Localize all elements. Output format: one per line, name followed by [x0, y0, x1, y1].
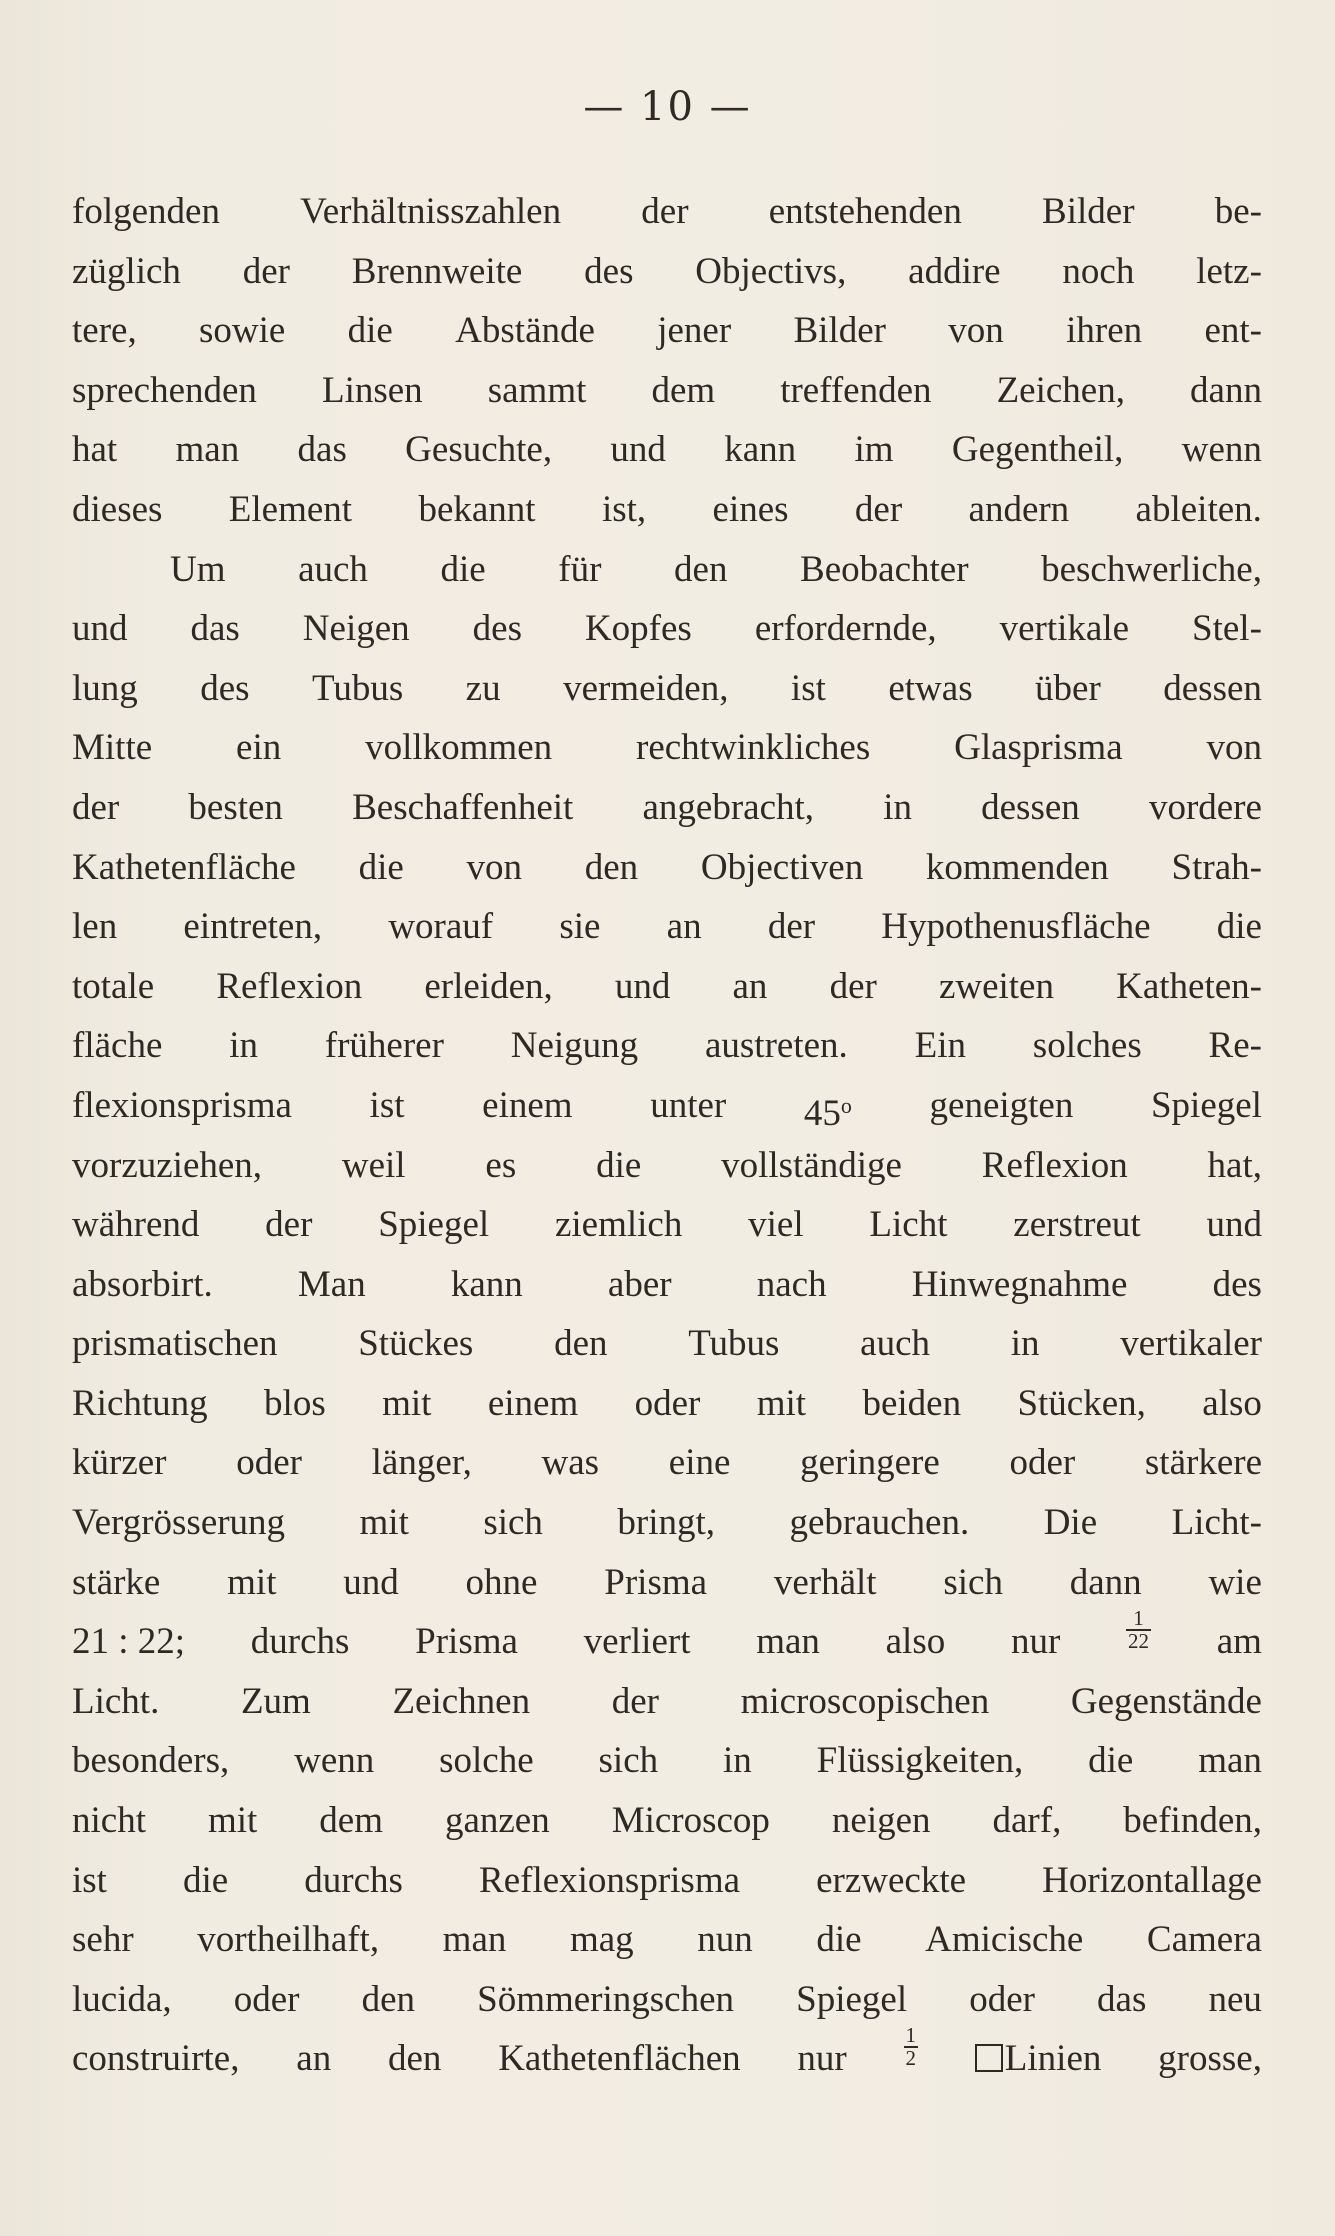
word: andern [968, 488, 1070, 530]
text-line [72, 1606, 1262, 1672]
body-text [72, 182, 1262, 2089]
word: von [1206, 727, 1262, 769]
word: von [948, 310, 1004, 352]
word: rechtwinkliches [636, 727, 871, 769]
word: Spiegel [1150, 1084, 1262, 1126]
word: mit [756, 1382, 807, 1424]
word: Objectivs, [695, 250, 847, 292]
word: befinden, [1123, 1800, 1262, 1842]
fraction [904, 2025, 919, 2085]
word: lung [72, 667, 138, 709]
word: also [885, 1621, 946, 1663]
word: Glasprisma [954, 727, 1123, 769]
word: nur [797, 2038, 847, 2080]
text-line [72, 182, 1262, 242]
word: aber [607, 1263, 672, 1305]
word: Spiegel [378, 1204, 490, 1246]
text-line [72, 420, 1262, 480]
word: hat, [1207, 1144, 1262, 1186]
word: Abstände [455, 310, 595, 352]
word: der [829, 965, 877, 1007]
word: sie [559, 906, 601, 948]
word: Reflexionsprisma [479, 1859, 741, 1901]
word: Objectiven [700, 846, 864, 888]
word: viel [748, 1204, 804, 1246]
word: wenn [1181, 429, 1262, 471]
word: man [175, 429, 240, 471]
word: an [732, 965, 768, 1007]
word: länger, [371, 1442, 472, 1484]
text-line [72, 1851, 1262, 1911]
word: dann [1069, 1561, 1142, 1603]
word: hat [72, 429, 118, 471]
word: jener [657, 310, 732, 352]
word: den [584, 846, 639, 888]
word: stärke [72, 1561, 161, 1603]
word: Tubus [688, 1323, 780, 1365]
word: kommenden [925, 846, 1109, 888]
word: eines [712, 488, 789, 530]
word: der [72, 786, 120, 828]
word: am [1216, 1621, 1262, 1663]
word: besonders, [72, 1740, 230, 1782]
text-line [72, 1791, 1262, 1851]
word: Vergrösserung [72, 1502, 286, 1544]
square-symbol-icon [975, 2044, 1003, 2072]
word: Kathetenfläche [72, 846, 296, 888]
text-line [72, 242, 1262, 302]
word: in [883, 786, 912, 828]
word: die [596, 1144, 642, 1186]
word: 21 : 22; [72, 1621, 186, 1663]
word: Neigung [510, 1025, 639, 1067]
word: und [610, 429, 666, 471]
word: Hypothenusfläche [881, 906, 1151, 948]
word: besten [188, 786, 283, 828]
degree-mark: o [840, 1092, 852, 1118]
word: mit [207, 1800, 258, 1842]
word: prismatischen [72, 1323, 278, 1365]
word: Gegenstände [1070, 1680, 1262, 1722]
word: und [72, 608, 128, 650]
word: in [1010, 1323, 1040, 1365]
word: Sömmeringschen [477, 1978, 735, 2020]
word: Re- [1208, 1025, 1262, 1067]
text-line [72, 838, 1262, 898]
word: Flüssigkeiten, [816, 1740, 1024, 1782]
page-number: — 10 — [583, 84, 752, 130]
word: solche [439, 1740, 534, 1782]
word: auch [298, 548, 368, 590]
word: einem [482, 1084, 573, 1126]
word: Gesuchte, [405, 429, 553, 471]
word: Element [228, 488, 353, 530]
word: man [1198, 1740, 1262, 1782]
word: der [641, 191, 689, 232]
fraction-numerator: 1 [905, 2023, 917, 2048]
word: des [200, 667, 250, 709]
word: Prisma [415, 1621, 518, 1663]
word: und [614, 965, 671, 1007]
text-line [72, 1314, 1262, 1374]
word: sammt [487, 369, 587, 411]
word: Amicische [925, 1919, 1084, 1961]
word: Verhältnisszahlen [300, 191, 562, 232]
word: Tubus [312, 667, 404, 709]
word: an [296, 2038, 332, 2080]
text-line [72, 1731, 1262, 1791]
word: treffenden [780, 369, 932, 411]
word: Spiegel [796, 1978, 908, 2020]
word: Reflexion [216, 965, 363, 1007]
word: die [358, 846, 404, 888]
word: zerstreut [1013, 1204, 1141, 1246]
text-line [72, 897, 1262, 957]
word: des [584, 250, 634, 292]
word: dieses [72, 488, 163, 530]
word: vollkommen [365, 727, 553, 769]
word: nicht [72, 1800, 146, 1842]
word: in [229, 1025, 258, 1067]
word: Camera [1146, 1919, 1262, 1961]
word: nach [756, 1263, 827, 1305]
word: mit [227, 1561, 277, 1603]
word: addire [908, 250, 1001, 292]
text-line [72, 1493, 1262, 1553]
word: neigen [831, 1800, 931, 1842]
text-line [72, 659, 1262, 719]
word: oder [236, 1442, 302, 1484]
word: an [666, 906, 702, 948]
fraction [1126, 1608, 1151, 1668]
text-line [72, 1553, 1262, 1613]
word: grosse, [1158, 2038, 1262, 2080]
word: ist [72, 1859, 107, 1901]
fraction-denominator: 2 [905, 2046, 917, 2071]
word: beiden [862, 1382, 962, 1424]
word: der [767, 906, 816, 948]
word: bekannt [418, 488, 536, 530]
word: erzweckte [816, 1859, 967, 1901]
word: geringere [800, 1442, 940, 1484]
word: weil [341, 1144, 406, 1186]
word: der [265, 1204, 313, 1246]
word: mag [569, 1919, 634, 1961]
word: Microscop [611, 1800, 770, 1842]
word: dessen [1163, 667, 1262, 709]
word: ent- [1204, 310, 1262, 352]
word: lucida, [72, 1978, 172, 2020]
word: Licht [869, 1204, 948, 1246]
word: gebrauchen. [789, 1502, 970, 1544]
word: vertikale [999, 608, 1130, 650]
fraction-denominator: 22 [1128, 1629, 1149, 1654]
word: durchs [250, 1621, 350, 1663]
word: im [854, 429, 894, 471]
word: solches [1032, 1025, 1142, 1067]
word: fläche [72, 1025, 163, 1067]
word: Bilder [793, 310, 886, 352]
word: Zeichnen [392, 1680, 531, 1722]
word: noch [1062, 250, 1135, 292]
word: Horizontallage [1042, 1859, 1262, 1901]
word: ist, [601, 488, 647, 530]
word: Man [297, 1263, 366, 1305]
text-line [72, 1255, 1262, 1315]
word: darf, [992, 1800, 1062, 1842]
word: letz- [1196, 250, 1262, 292]
word: in [723, 1740, 752, 1782]
word: während [72, 1204, 200, 1246]
word: Beschaffenheit [352, 786, 574, 828]
word: auch [860, 1323, 930, 1365]
word: ziemlich [554, 1204, 683, 1246]
word: das [190, 608, 240, 650]
word: die [440, 548, 486, 590]
text-line [72, 540, 1262, 600]
word: tere, [72, 310, 137, 352]
word: wie [1208, 1561, 1262, 1603]
word: ableiten. [1135, 488, 1262, 530]
word: ihren [1066, 310, 1143, 352]
word: die [1088, 1740, 1134, 1782]
word: construirte, [72, 2038, 240, 2080]
word: vortheilhaft, [197, 1919, 380, 1961]
word: oder [969, 1978, 1035, 2020]
word: das [1097, 1978, 1147, 2020]
word: sprechenden [72, 369, 257, 411]
text-line [72, 1910, 1262, 1970]
word: beschwerliche, [1041, 548, 1262, 590]
word: unter [650, 1084, 727, 1126]
word: des [1212, 1263, 1262, 1305]
word: also [1202, 1382, 1262, 1424]
word: den [554, 1323, 608, 1365]
word: Bilder [1042, 191, 1135, 232]
word: Katheten- [1116, 965, 1262, 1007]
word: der [854, 488, 903, 530]
word: kann [450, 1263, 523, 1305]
word: ist [369, 1084, 405, 1126]
square-lines-term: Linien [975, 2029, 1102, 2089]
text-line [72, 1016, 1262, 1076]
word: man [756, 1621, 820, 1663]
angle-value: 45$^o$ [803, 1092, 852, 1134]
word: Zeichen, [996, 369, 1125, 411]
word: nur [1010, 1621, 1061, 1663]
word: für [558, 548, 602, 590]
word: verliert [583, 1621, 691, 1663]
word: austreten. [704, 1025, 848, 1067]
word: Brennweite [351, 250, 523, 292]
word: Kathetenflächen [498, 2038, 741, 2080]
word: ohne [465, 1561, 538, 1603]
text-line [72, 301, 1262, 361]
word: oder [233, 1978, 300, 2020]
word: sich [483, 1502, 543, 1544]
word: zu [465, 667, 501, 709]
text-line [72, 1433, 1262, 1493]
word: vorzuziehen, [72, 1144, 263, 1186]
word: absorbirt. [72, 1263, 213, 1305]
word: sehr [72, 1919, 134, 1961]
word: Ein [914, 1025, 966, 1067]
word: man [442, 1919, 507, 1961]
word: Strah- [1171, 846, 1262, 888]
word: die [347, 310, 393, 352]
word: und [343, 1561, 399, 1603]
word: erleiden, [424, 965, 553, 1007]
word: sowie [199, 310, 286, 352]
word: worauf [388, 906, 494, 948]
word: durchs [304, 1859, 403, 1901]
word: mit [359, 1502, 409, 1544]
word: einem [487, 1382, 579, 1424]
word: mit [382, 1382, 432, 1424]
word: Zum [240, 1680, 311, 1722]
text-line [72, 2023, 1262, 2089]
word: wenn [294, 1740, 375, 1782]
word: folgenden [72, 191, 220, 232]
word: totale [72, 965, 155, 1007]
word: oder [1009, 1442, 1076, 1484]
word: über [1035, 667, 1101, 709]
word: geneigten [929, 1084, 1074, 1126]
word: es [485, 1144, 517, 1186]
word: Mitte [72, 727, 153, 769]
word: dessen [981, 786, 1080, 828]
word: kürzer [72, 1442, 167, 1484]
word: dem [651, 369, 716, 411]
word: stärkere [1144, 1442, 1262, 1484]
word: nun [697, 1919, 753, 1961]
word: Stel- [1192, 608, 1262, 650]
word: was [541, 1442, 600, 1484]
word: be- [1214, 191, 1262, 232]
text-line [72, 957, 1262, 1017]
text-line [72, 1136, 1262, 1196]
word: Richtung [72, 1382, 208, 1424]
word: verhält [773, 1561, 877, 1603]
text-line [72, 1672, 1262, 1732]
word: die [1216, 906, 1262, 948]
word: bringt, [617, 1502, 716, 1544]
word: die [183, 1859, 229, 1901]
word: ganzen [444, 1800, 550, 1842]
word: den [361, 1978, 416, 2020]
word: das [297, 429, 347, 471]
text-line [72, 1195, 1262, 1255]
word: microscopischen [740, 1680, 990, 1722]
word: züglich [72, 250, 181, 292]
word: Stückes [358, 1323, 474, 1365]
text-line [72, 361, 1262, 421]
word: sich [943, 1561, 1003, 1603]
word: Kopfes [584, 608, 692, 650]
word: zweiten [938, 965, 1054, 1007]
word: eintreten, [183, 906, 323, 948]
word: neu [1208, 1978, 1262, 2020]
word: Licht- [1171, 1502, 1262, 1544]
word: eine [668, 1442, 731, 1484]
word: Die [1043, 1502, 1098, 1544]
word: sich [598, 1740, 659, 1782]
word: entstehenden [768, 191, 962, 232]
word: den [387, 2038, 442, 2080]
word: Gegentheil, [951, 429, 1124, 471]
text-line [72, 599, 1262, 659]
word: den [674, 548, 728, 590]
word: vermeiden, [563, 667, 729, 709]
text-line [72, 1970, 1262, 2030]
word: len [72, 906, 118, 948]
word: früherer [324, 1025, 444, 1067]
text-line [72, 778, 1262, 838]
word: Beobachter [800, 548, 969, 590]
word: angebracht, [642, 786, 815, 828]
word: Um [170, 548, 226, 590]
word: von [466, 846, 523, 888]
text-line [72, 718, 1262, 778]
word: vordere [1148, 786, 1262, 828]
word: des [472, 608, 522, 650]
word: Licht. [72, 1680, 160, 1722]
word: Neigen [302, 608, 410, 650]
word: die [816, 1919, 862, 1961]
word: Stücken, [1017, 1382, 1146, 1424]
word: etwas [888, 667, 973, 709]
word: kann [724, 429, 797, 471]
word: blos [264, 1382, 326, 1424]
text-line [72, 480, 1262, 540]
word: Linsen [321, 369, 423, 411]
word: und [1206, 1204, 1262, 1246]
word: Prisma [604, 1561, 708, 1603]
word: erfordernde, [754, 608, 937, 650]
word: vertikaler [1120, 1323, 1262, 1365]
word: der [242, 250, 290, 292]
word: ein [236, 727, 282, 769]
word: flexionsprisma [72, 1084, 292, 1126]
word: dann [1190, 369, 1262, 411]
word: oder [634, 1382, 701, 1424]
word: vollständige [721, 1144, 902, 1186]
word: Hinwegnahme [911, 1263, 1128, 1305]
word: Reflexion [981, 1144, 1128, 1186]
fraction-numerator: 1 [1126, 1608, 1151, 1631]
word: dem [319, 1800, 383, 1842]
text-line [72, 1374, 1262, 1434]
text-line [72, 1076, 1262, 1136]
word: der [611, 1680, 659, 1722]
word: ist [790, 667, 826, 709]
